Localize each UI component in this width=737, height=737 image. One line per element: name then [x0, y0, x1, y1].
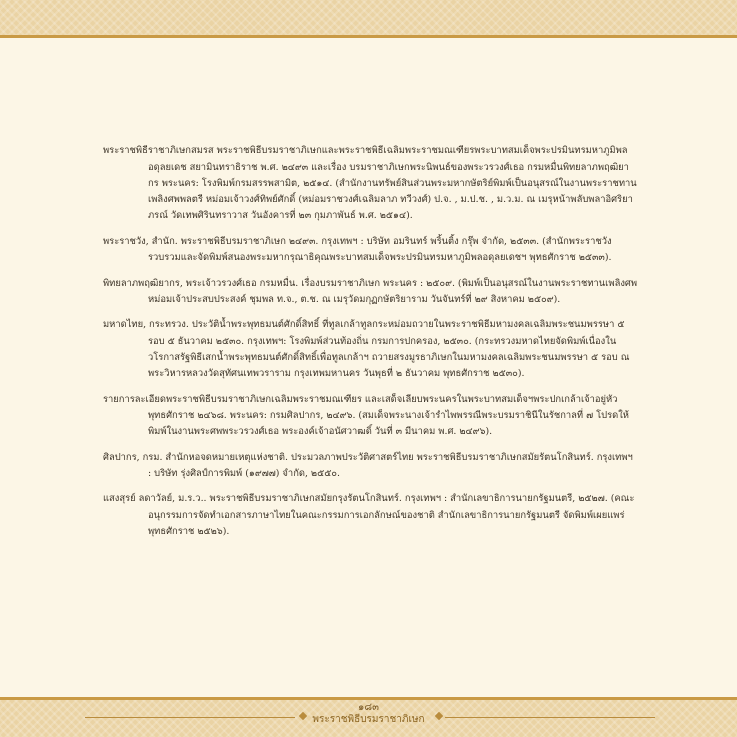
- footer-rule-right: [445, 717, 655, 718]
- bibliography-entry: รายการละเอียดพระราชพิธีบรมราชาภิเษกเฉลิมพระราชมณเฑียร และเสด็จเลียบพระนครในพระบาทสมเด็จฯพระปกเกล้าเจ้าอยู่หัว พุทธศักราช ๒๔๖๘. พระนคร: กรมศิลปากร, ๒๔๙๖. (สมเด็จพระนางเจ้ารำไพพรรณีพระบรมราชินีในรัชกาลที่ ๗ โปรดให้พิมพ์ในงานพระศพพระวรวงศ์เธอ พระองค์เจ้าอนัศวาฒดิ์ วันที่ ๓ มีนาคม พ.ศ. ๒๔๙๖).: [103, 393, 629, 437]
- bibliography-entry: พระราชพิธีราชาภิเษกสมรส พระราชพิธีบรมราชาภิเษกและพระราชพิธีเฉลิมพระราชมณเฑียรพระบาทสมเด็จพระปรมินทรมหาภูมิพลอดุลยเดช สยามินทราธิราช พ.ศ. ๒๔๙๓ และเรื่อง บรมราชาภิเษกพระนิพนธ์ของพระวรวงศ์เธอ กรมหมื่นพิทยลาภพฤฒิยากร พระนคร: โรงพิมพ์กรมสรรพสามิต, ๒๕๑๔. (สำนักงานทรัพย์สินส่วนพระมหากษัตริย์พิมพ์เป็นอนุสรณ์ในงานพระราชทานเพลิงศพพลตรี หม่อมเจ้าวงศ์ทิพย์ศักดิ์ (หม่อมราชวงศ์เฉลิมลาภ ทวีวงศ์) ป.จ. , ม.ป.ช. , ม.ว.ม. ณ เมรุหน้าพลับพลาอิศริยาภรณ์ วัดเทพศิรินทราวาส วันอังคารที่ ๒๓ กุมภาพันธ์ พ.ศ. ๒๕๑๔).: [103, 145, 637, 222]
- page-number: ๑๘๓: [358, 702, 379, 713]
- top-decorative-band: [0, 0, 737, 38]
- bibliography-entry: พิทยลาภพฤฒิยากร, พระเจ้าวรวงศ์เธอ กรมหมื่น. เรื่องบรมราชาภิเษก พระนคร : ๒๕๐๙. (พิมพ์เป็นอนุสรณ์ในงานพระราชทานเพลิงศพหม่อมเจ้าประสบประสงค์ ชุมพล ท.จ., ต.ช. ณ เมรุวัดมกุฏกษัตริยาราม วันจันทร์ที่ ๒๙ สิงหาคม ๒๕๐๙).: [103, 277, 638, 305]
- bibliography: [103, 134, 638, 543]
- bibliography-entry: แสงสุรย์ ลดาวัลย์, ม.ร.ว.. พระราชพิธีบรมราชาภิเษกสมัยกรุงรัตนโกสินทร์. กรุงเทพฯ : สำนักเลขาธิการนายกรัฐมนตรี, ๒๕๒๗. (คณะอนุกรรมการจัดทำเอกสารภาษาไทยในคณะกรรมการเอกลักษณ์ของชาติ สำนักเลขาธิการนายกรัฐมนตรี จัดพิมพ์เผยแพร่พุทธศักราช ๒๕๒๖).: [103, 493, 635, 537]
- footer-title: พระราชพิธีบรมราชาภิเษก: [312, 714, 425, 725]
- bibliography-entry: ศิลปากร, กรม. สำนักหอจดหมายเหตุแห่งชาติ. ประมวลภาพประวัติศาสตร์ไทย พระราชพิธีบรมราชาภิเษกสมัยรัตนโกสินทร์. กรุงเทพฯ : บริษัท รุ่งศิลป์การพิมพ์ (๑๙๗๗) จำกัด, ๒๕๕๐.: [103, 451, 633, 479]
- bibliography-entry: พระราชวัง, สำนัก. พระราชพิธีบรมราชาภิเษก ๒๔๙๓. กรุงเทพฯ : บริษัท อมรินทร์ พริ้นติ้ง กรุ๊พ จำกัด, ๒๕๓๓. (สำนักพระราชวังรวบรวมและจัดพิมพ์สนองพระมหากรุณาธิคุณพระบาทสมเด็จพระปรมินทรมหาภูมิพลอดุลยเดชฯ พุทธศักราช ๒๕๓๓).: [103, 235, 612, 263]
- bibliography-entry: มหาดไทย, กระทรวง. ประวัติน้ำพระพุทธมนต์ศักดิ์สิทธิ์ ที่ทูลเกล้าทูลกระหม่อมถวายในพระราชพิธีมหามงคลเฉลิมพระชนมพรรษา ๕ รอบ ๕ ธันวาคม ๒๕๓๐. กรุงเทพฯ: โรงพิมพ์ส่วนท้องถิ่น กรมการปกครอง, ๒๕๓๐. (กระทรวงมหาดไทยจัดพิมพ์เนื่องในวโรกาสรัฐพิธีเสกน้ำพระพุทธมนต์ศักดิ์สิทธิ์เพื่อทูลเกล้าฯ ถวายสรงมูรธาภิเษกในมหามงคลเฉลิมพระชนมพรรษา ๕ รอบ ณ พระวิหารหลวงวัดสุทัศนเทพวราราม กรุงเทพมหานคร วันพุธที่ ๒ ธันวาคม พุทธศักราช ๒๕๓๐).: [103, 319, 630, 379]
